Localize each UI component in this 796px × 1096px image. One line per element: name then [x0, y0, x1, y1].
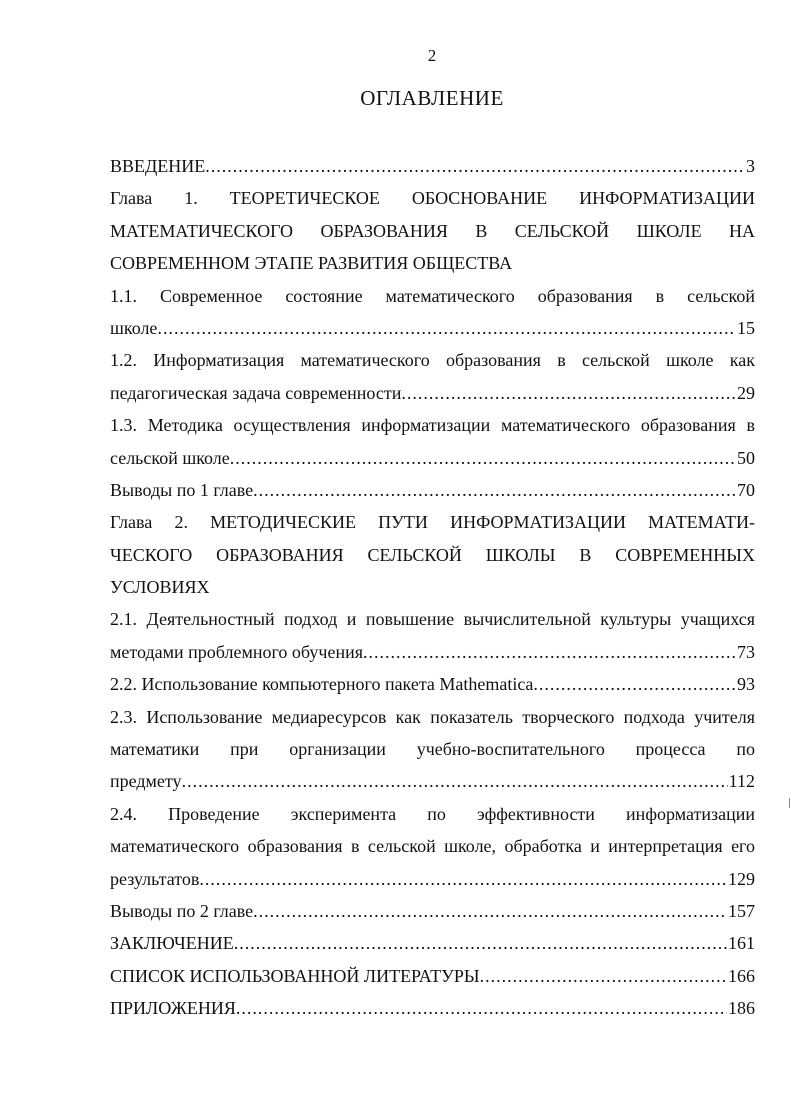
toc-entry-text: 2.2. Использование компьютерного пакета Mathematica	[110, 674, 534, 695]
toc-entry-text: сельской школе	[110, 447, 230, 468]
dot-leader	[182, 765, 728, 797]
toc-chapter1-line2[interactable]: МАТЕМАТИЧЕСКОГО ОБРАЗОВАНИЯ В СЕЛЬСКОЙ ШКОЛЕ НА	[110, 220, 755, 241]
toc-section-2-3-line3[interactable]	[110, 765, 755, 797]
page-number: 2	[427, 46, 437, 65]
toc-section-2-2[interactable]	[110, 668, 755, 700]
toc-chapter1-line1[interactable]: Глава 1. ТЕОРЕТИЧЕСКОЕ ОБОСНОВАНИЕ ИНФОРМАТИЗАЦИИ	[110, 188, 755, 209]
toc-section-1-2-line2[interactable]	[110, 377, 755, 409]
toc-page-number: 50	[737, 447, 755, 468]
toc-entry-conclusion[interactable]	[110, 927, 755, 959]
toc-entry-text: СПИСОК ИСПОЛЬЗОВАННОЙ ЛИТЕРАТУРЫ	[110, 965, 480, 986]
toc-entry-references[interactable]	[110, 960, 755, 992]
toc-page-number: 3	[746, 156, 755, 176]
toc-entry-text: школе	[110, 317, 158, 338]
toc-page-number: 161	[728, 933, 755, 954]
dot-leader	[480, 960, 727, 992]
toc-section-2-1-line1[interactable]: 2.1. Деятельностный подход и повышение вычислительной культуры учащихся	[110, 609, 755, 630]
toc-entry-text: ПРИЛОЖЕНИЯ	[110, 998, 236, 1019]
toc-chapter2-line3[interactable]: УСЛОВИЯХ	[110, 577, 210, 598]
toc-entry-text: методами проблемного обучения	[110, 641, 363, 662]
toc-chapter1-line3[interactable]: СОВРЕМЕННОМ ЭТАПЕ РАЗВИТИЯ ОБЩЕСТВА	[110, 253, 513, 274]
dot-leader	[253, 474, 736, 506]
toc-section-1-3-line1[interactable]: 1.3. Методика осуществления информатизации математического образования в	[110, 415, 755, 436]
dot-leader	[205, 150, 745, 182]
toc-section-1-1-line1[interactable]: 1.1. Современное состояние математического образования в сельской	[110, 285, 755, 306]
toc-section-2-1-line2[interactable]	[110, 636, 755, 668]
toc-page-number: 186	[728, 998, 755, 1019]
dot-leader	[253, 895, 727, 927]
toc-page-number: 73	[737, 641, 755, 662]
toc-entry-intro[interactable]	[110, 150, 755, 182]
toc-section-2-4-line3[interactable]	[110, 863, 755, 895]
dot-leader	[234, 927, 727, 959]
toc-page-number: 15	[737, 317, 755, 338]
toc-entry-text: Выводы по 1 главе	[110, 479, 254, 500]
toc-page-number: 157	[728, 900, 755, 921]
dot-leader	[363, 636, 736, 668]
toc-section-1-2-line1[interactable]: 1.2. Информатизация математического образования в сельской школе как	[110, 350, 755, 371]
toc-entry-text: педагогическая задача современности	[110, 382, 402, 403]
toc-page-number: 93	[737, 674, 755, 695]
toc-page-number: 112	[728, 771, 755, 792]
toc-entry-text: Выводы по 2 главе	[110, 900, 254, 921]
toc-page-number: 166	[728, 965, 755, 986]
toc-page-number: 29	[737, 382, 755, 403]
toc-section-2-4-line2[interactable]: математического образования в сельской школе, обработка и интерпретация его	[110, 836, 755, 857]
toc-section-1-1-line2[interactable]	[110, 312, 755, 344]
dot-leader	[533, 668, 736, 700]
toc-page-number: 129	[728, 868, 755, 889]
toc-chapter2-line2[interactable]: ЧЕСКОГО ОБРАЗОВАНИЯ СЕЛЬСКОЙ ШКОЛЫ В СОВРЕМЕННЫХ	[110, 544, 755, 565]
toc-entry-text: ВВЕДЕНИЕ	[110, 156, 206, 176]
toc-entry-text: ЗАКЛЮЧЕНИЕ	[110, 933, 234, 954]
toc-entry-text: предмету	[110, 771, 182, 792]
dot-leader	[199, 863, 727, 895]
toc-entry-text: результатов	[110, 868, 200, 889]
toc-section-2-3-line2[interactable]: математики при организации учебно-воспитательного процесса по	[110, 739, 755, 760]
toc-entry-appendices[interactable]	[110, 992, 755, 1024]
dot-leader	[157, 312, 736, 344]
toc-entry-conclusions-2[interactable]	[110, 895, 755, 927]
dot-leader	[401, 377, 736, 409]
toc-chapter2-line1[interactable]: Глава 2. МЕТОДИЧЕСКИЕ ПУТИ ИНФОРМАТИЗАЦИИ МАТЕМАТИ-	[110, 512, 755, 533]
toc-section-2-4-line1[interactable]: 2.4. Проведение эксперимента по эффективности информатизации	[110, 803, 755, 824]
scan-margin-mark	[789, 798, 790, 808]
toc-section-1-3-line2[interactable]	[110, 442, 755, 474]
page-title: ОГЛАВЛЕНИЕ	[360, 86, 504, 110]
dot-leader	[230, 442, 736, 474]
dot-leader	[236, 992, 727, 1024]
toc-page-number: 70	[737, 479, 755, 500]
toc-entry-conclusions-1[interactable]	[110, 474, 755, 506]
toc-section-2-3-line1[interactable]: 2.3. Использование медиаресурсов как показатель творческого подхода учителя	[110, 706, 755, 727]
table-of-contents	[110, 150, 755, 1025]
